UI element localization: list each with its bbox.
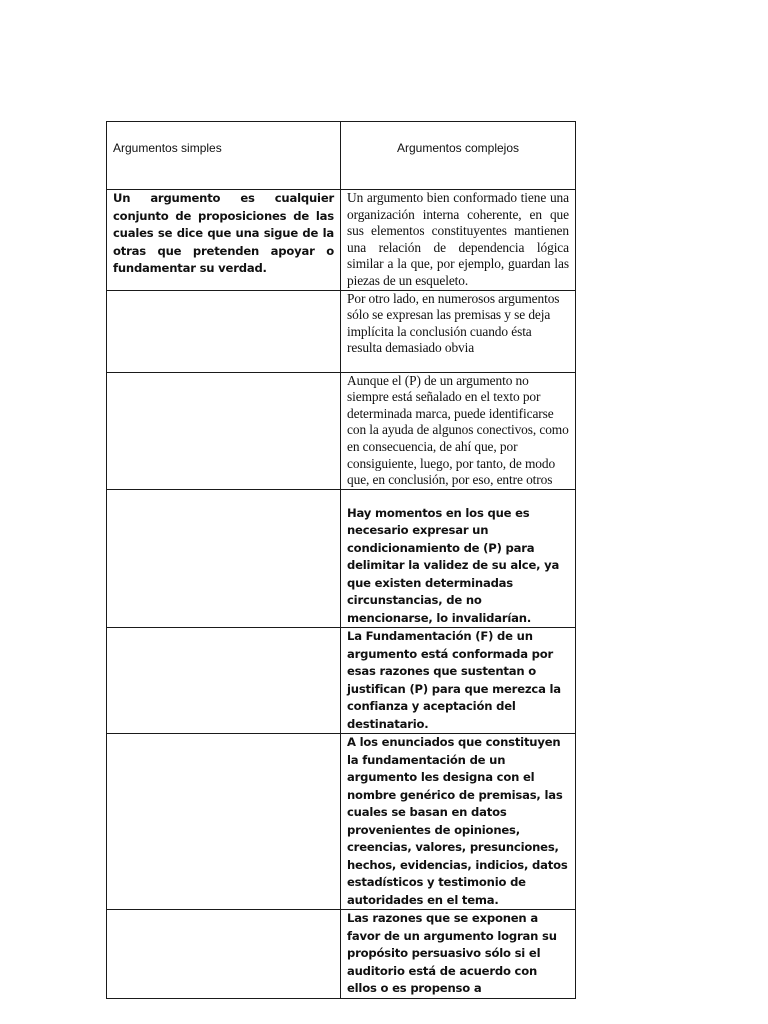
- table-cell-right: [341, 628, 576, 734]
- table-cell-left: [107, 290, 341, 372]
- cell-text-right: Hay momentos en los que es necesario expresar un condicionamiento de (P) para delimitar la validez de su alce, ya que existen determinadas circunstancias, de no mencionarse, lo invalidarían.: [347, 505, 560, 625]
- table-cell-left: [107, 372, 341, 489]
- cell-text-right: Un argumento bien conformado tiene una organización interna coherente, en que sus elementos constituyentes mantienen una relación de dependencia lógica similar a la que, por ejemplo, guardan las piezas de un esqueleto.: [347, 190, 569, 288]
- table-row: [107, 372, 576, 489]
- table-cell-right: [341, 290, 576, 372]
- table-row: [107, 910, 576, 999]
- header-cell-left: [107, 122, 341, 190]
- cell-text-right: La Fundamentación (F) de un argumento está conformada por esas razones que sustentan o justifican (P) para que merezca la confianza y aceptación del destinatario.: [347, 629, 561, 731]
- cell-text-right: Por otro lado, en numerosos argumentos sólo se expresan las premisas y se deja implícita la conclusión cuando ésta resulta demasiado obvia: [347, 290, 560, 356]
- table-cell-left: [107, 489, 341, 628]
- table-row: [107, 290, 576, 372]
- table-row: [107, 628, 576, 734]
- header-cell-right: [341, 122, 576, 190]
- table-cell-right: [341, 910, 576, 999]
- header-simple-arguments: Argumentos simples: [113, 141, 222, 155]
- header-complex-arguments: Argumentos complejos: [396, 141, 520, 155]
- arguments-table: [106, 121, 576, 999]
- cell-text-left: Un argumento es cualquier conjunto de proposiciones de las cuales se dice que una sigue de la otras que pretenden apoyar o fundamentar su verdad.: [113, 191, 334, 275]
- table-cell-right: [341, 372, 576, 489]
- table-cell-left: [107, 734, 341, 910]
- table-cell-right: [341, 190, 576, 291]
- table-cell-right: [341, 734, 576, 910]
- cell-text-right: Aunque el (P) de un argumento no siempre está señalado en el texto por determinada marca, puede identificarse con la ayuda de algunos conectivos, como en consecuencia, de ahí que, por consiguiente, luego, por tanto, de modo que, en conclusión, por eso, entre otros: [347, 372, 569, 488]
- table-cell-left: [107, 910, 341, 999]
- table-cell-left: [107, 190, 341, 291]
- table-row: [107, 489, 576, 628]
- table-row: [107, 190, 576, 291]
- cell-text-right: A los enunciados que constituyen la fundamentación de un argumento les designa con el nombre genérico de premisas, las cuales se basan en datos provenientes de opiniones, creencias, valores, presunciones, hechos, evidencias, indicios, datos estadísticos y testimonio de autoridades en el tema.: [347, 735, 568, 907]
- header-row: [107, 122, 576, 190]
- table-cell-right: [341, 489, 576, 628]
- table-cell-left: [107, 628, 341, 734]
- table-row: [107, 734, 576, 910]
- cell-text-right: Las razones que se exponen a favor de un argumento logran su propósito persuasivo sólo si el auditorio está de acuerdo con ellos o es propenso a: [347, 911, 557, 996]
